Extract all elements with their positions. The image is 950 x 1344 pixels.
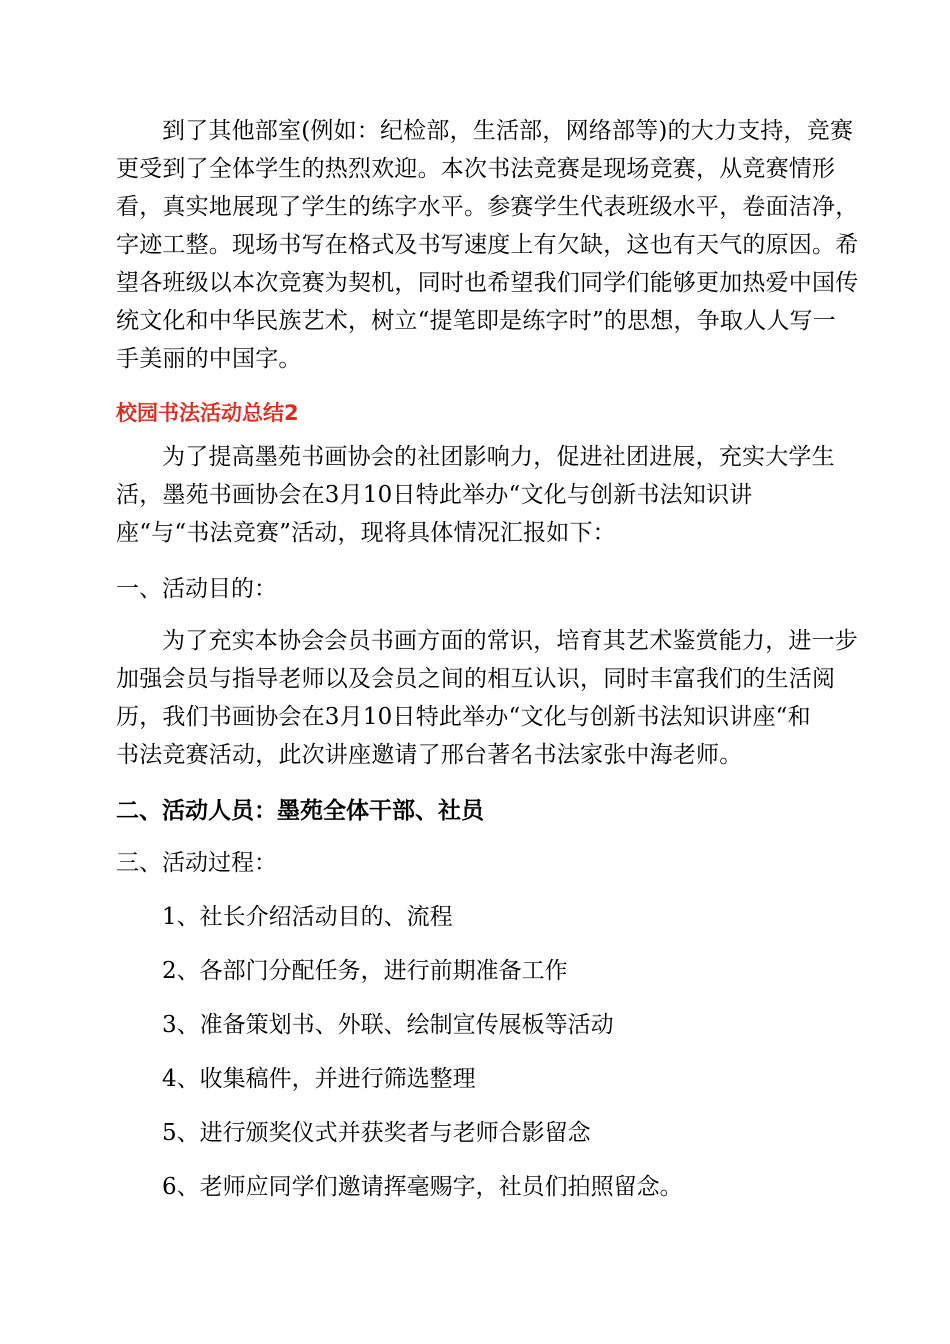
process-item: 4、收集稿件，并进行筛选整理 <box>162 1066 476 1092</box>
paragraph-line: 活，墨苑书画协会在3月10日特此举办“文化与创新书法知识讲 <box>116 482 753 508</box>
paragraph-line: 历，我们书画协会在3月10日特此举办“文化与创新书法知识讲座“和 <box>116 704 811 730</box>
process-item: 3、准备策划书、外联、绘制宣传展板等活动 <box>162 1012 614 1038</box>
paragraph-line: 统文化和中华民族艺术，树立“提笔即是练字时”的思想，争取人人写一 <box>116 308 836 334</box>
process-item: 1、社长介绍活动目的、流程 <box>162 904 453 930</box>
purpose-heading: 一、活动目的： <box>116 576 277 602</box>
paragraph-line: 望各班级以本次竞赛为契机，同时也希望我们同学们能够更加热爱中国传 <box>116 270 859 296</box>
paragraph-line: 为了充实本协会会员书画方面的常识，培育其艺术鉴赏能力，进一步 <box>162 628 858 654</box>
process-item: 6、老师应同学们邀请挥毫赐字，社员们拍照留念。 <box>162 1174 683 1200</box>
paragraph-line: 加强会员与指导老师以及会员之间的相互认识，同时丰富我们的生活阅 <box>116 666 836 692</box>
paragraph-line: 更受到了全体学生的热烈欢迎。本次书法竞赛是现场竞赛，从竞赛情形 <box>116 156 836 182</box>
paragraph-line: 座“与“书法竞赛”活动，现将具体情况汇报如下： <box>116 520 616 546</box>
paragraph-line: 为了提高墨苑书画协会的社团影响力，促进社团进展，充实大学生 <box>162 444 835 470</box>
intro-paragraph <box>116 112 859 378</box>
process-item: 2、各部门分配任务，进行前期准备工作 <box>162 958 568 984</box>
process-item: 5、进行颁奖仪式并获奖者与老师合影留念 <box>162 1120 591 1146</box>
intro2-paragraph <box>116 438 836 552</box>
section-title: 校园书法活动总结2 <box>116 401 299 425</box>
purpose-paragraph <box>116 622 858 774</box>
members-heading: 二、活动人员：墨苑全体干部、社员 <box>116 797 484 824</box>
paragraph-line: 手美丽的中国字。 <box>116 346 302 372</box>
paragraph-line: 到了其他部室(例如：纪检部，生活部，网络部等)的大力支持，竞赛 <box>162 118 854 144</box>
process-heading: 三、活动过程： <box>116 850 277 876</box>
paragraph-line: 看，真实地展现了学生的练字水平。参赛学生代表班级水平，卷面洁净， <box>116 194 859 220</box>
paragraph-line: 书法竞赛活动，此次讲座邀请了邢台著名书法家张中海老师。 <box>116 742 743 768</box>
paragraph-line: 字迹工整。现场书写在格式及书写速度上有欠缺，这也有天气的原因。希 <box>116 232 859 258</box>
